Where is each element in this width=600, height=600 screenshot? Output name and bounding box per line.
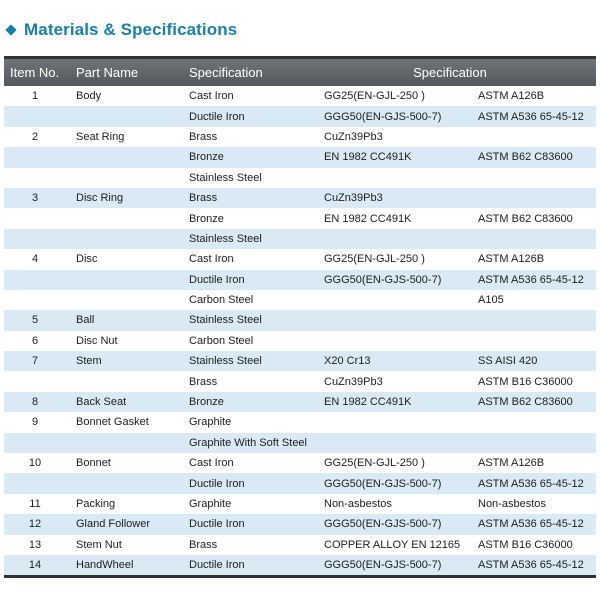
cell-specification: X20 Cr13	[324, 355, 371, 368]
diamond-bullet-icon	[5, 24, 16, 35]
page-title: Materials & Specifications	[24, 20, 238, 39]
cell-standard: ASTM A536 65-45-12	[478, 110, 584, 123]
table-row	[4, 290, 596, 310]
cell-specification: GGG50(EN-GJS-500-7)	[324, 273, 442, 286]
table-row	[4, 473, 596, 493]
cell-item-no: 8	[31, 396, 39, 409]
cell-item-no: 12	[28, 518, 42, 531]
cell-specification: CuZn39Pb3	[324, 375, 383, 388]
cell-material: Carbon Steel	[189, 334, 254, 347]
cell-standard: ASTM B16 C36000	[478, 538, 573, 551]
cell-standard: ASTM A126B	[478, 253, 545, 266]
cell-material: Graphite	[189, 416, 232, 429]
table-row	[4, 433, 596, 453]
cell-specification: COPPER ALLOY EN 12165	[324, 538, 461, 551]
table-row	[4, 453, 596, 473]
cell-material: Bronze	[189, 212, 224, 225]
cell-standard: A105	[478, 294, 504, 307]
cell-material: Bronze	[189, 151, 224, 164]
cell-part-name: Gland Follower	[76, 518, 150, 531]
cell-item-no: 14	[28, 559, 42, 572]
cell-standard: ASTM A536 65-45-12	[478, 273, 584, 286]
cell-standard: ASTM B16 C36000	[478, 375, 573, 388]
header-specification: Specification	[189, 65, 263, 80]
cell-part-name: Ball	[76, 314, 95, 327]
cell-item-no: 3	[31, 192, 39, 205]
cell-material: Brass	[189, 130, 218, 143]
cell-material: Brass	[189, 538, 218, 551]
cell-specification: GG25(EN-GJL-250 )	[324, 457, 425, 470]
cell-standard: ASTM B62 C83600	[478, 396, 573, 409]
table-row	[4, 168, 596, 188]
cell-item-no: 13	[28, 538, 42, 551]
header-part-name: Part Name	[76, 65, 139, 80]
cell-standard: ASTM B62 C83600	[478, 212, 573, 225]
cell-specification: GGG50(EN-GJS-500-7)	[324, 477, 442, 490]
cell-part-name: HandWheel	[76, 559, 134, 572]
cell-part-name: Stem Nut	[76, 538, 122, 551]
cell-material: Bronze	[189, 396, 224, 409]
cell-item-no: 7	[31, 355, 39, 368]
cell-part-name: Body	[76, 90, 102, 103]
cell-item-no: 10	[28, 457, 42, 470]
cell-material: Stainless Steel	[189, 355, 262, 368]
cell-standard: Non-asbestos	[478, 498, 546, 510]
cell-material: Cast Iron	[189, 90, 234, 103]
table-body	[4, 86, 596, 575]
cell-item-no: 5	[31, 314, 39, 327]
cell-standard: ASTM A536 65-45-12	[478, 477, 584, 490]
cell-specification: GGG50(EN-GJS-500-7)	[324, 559, 442, 572]
cell-specification: Non-asbestos	[324, 498, 392, 510]
table-row	[4, 188, 596, 208]
table-header	[4, 59, 596, 86]
cell-specification: CuZn39Pb3	[324, 192, 383, 205]
cell-specification: EN 1982 CC491K	[324, 396, 412, 409]
table-row	[4, 127, 596, 147]
table-row	[4, 147, 596, 167]
cell-material: Graphite With Soft Steel	[189, 436, 307, 449]
table-row	[4, 106, 596, 126]
cell-part-name: Bonnet	[76, 457, 111, 470]
cell-material: Carbon Steel	[189, 294, 254, 307]
cell-specification: EN 1982 CC491K	[324, 151, 412, 164]
section-header	[5, 20, 237, 40]
cell-specification: GGG50(EN-GJS-500-7)	[324, 518, 442, 531]
cell-material: Ductile Iron	[189, 477, 245, 490]
cell-material: Brass	[189, 192, 218, 205]
cell-part-name: Packing	[76, 498, 116, 510]
cell-standard: ASTM A536 65-45-12	[478, 559, 584, 572]
cell-standard: ASTM A536 65-45-12	[478, 518, 584, 531]
table-row	[4, 351, 596, 371]
cell-item-no: 4	[31, 253, 39, 266]
cell-part-name: Stem	[76, 355, 102, 368]
table-row	[4, 270, 596, 290]
header-item-no: Item No.	[10, 65, 60, 80]
table-row	[4, 412, 596, 432]
cell-part-name: Seat Ring	[76, 130, 125, 143]
cell-standard: ASTM A126B	[478, 90, 545, 103]
cell-specification: GG25(EN-GJL-250 )	[324, 90, 425, 103]
table-row	[4, 494, 596, 514]
table-row	[4, 310, 596, 330]
cell-item-no: 1	[31, 90, 39, 103]
table-row	[4, 249, 596, 269]
cell-specification: CuZn39Pb3	[324, 130, 383, 143]
cell-part-name: Disc Ring	[76, 192, 124, 205]
table-row	[4, 371, 596, 391]
cell-material: Ductile Iron	[189, 559, 245, 572]
cell-material: Cast Iron	[189, 457, 234, 470]
table-row	[4, 208, 596, 228]
cell-part-name: Disc Nut	[76, 334, 118, 347]
specifications-table	[4, 56, 596, 578]
table-row	[4, 86, 596, 106]
cell-material: Stainless Steel	[189, 171, 262, 184]
cell-material: Cast Iron	[189, 253, 234, 266]
cell-standard: ASTM A126B	[478, 457, 545, 470]
cell-specification: GGG50(EN-GJS-500-7)	[324, 110, 442, 123]
cell-part-name: Back Seat	[76, 396, 127, 409]
cell-part-name: Disc	[76, 253, 98, 266]
cell-material: Stainless Steel	[189, 232, 262, 245]
table-row	[4, 535, 596, 555]
cell-specification: EN 1982 CC491K	[324, 212, 412, 225]
cell-item-no: 2	[31, 130, 39, 143]
cell-material: Graphite	[189, 498, 232, 510]
cell-material: Ductile Iron	[189, 273, 245, 286]
header-specification-standards: Specification	[413, 65, 487, 80]
cell-standard: ASTM B62 C83600	[478, 151, 573, 164]
cell-item-no: 11	[29, 498, 41, 510]
cell-material: Ductile Iron	[189, 518, 245, 531]
table-row	[4, 555, 596, 575]
cell-material: Brass	[189, 375, 218, 388]
table-row	[4, 392, 596, 412]
cell-specification: GG25(EN-GJL-250 )	[324, 253, 425, 266]
cell-item-no: 6	[31, 334, 39, 347]
table-row	[4, 514, 596, 534]
cell-material: Ductile Iron	[189, 110, 245, 123]
cell-standard: SS AISI 420	[478, 355, 538, 368]
cell-material: Stainless Steel	[189, 314, 262, 327]
cell-item-no: 9	[31, 416, 39, 429]
table-row	[4, 331, 596, 351]
table-row	[4, 229, 596, 249]
cell-part-name: Bonnet Gasket	[76, 416, 149, 429]
